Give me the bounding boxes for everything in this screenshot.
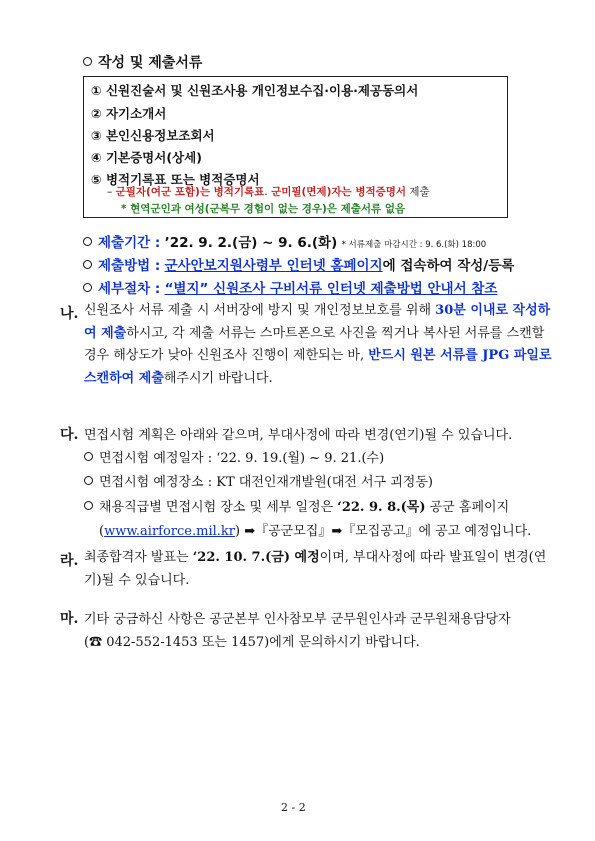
- item-marker-ra: 라.: [60, 553, 79, 569]
- box-item-2: ② 자기소개서: [91, 106, 167, 121]
- box-note: – 군필자(여군 포함)는 병적기록표. 군미필(면제)자는 병적증명서 제출: [107, 186, 430, 198]
- paragraph-ma-line1: 기타 궁금하신 사항은 공군본부 인사참모부 군무원인사과 군무원채용담당자: [84, 612, 511, 627]
- kdsc-homepage-link[interactable]: 군사안보지원사령부 인터넷 홈페이지: [164, 258, 383, 274]
- airforce-homepage-link[interactable]: www.airforce.mil.kr: [104, 524, 235, 539]
- interview-date: 면접시험 예정일자 : ‘22. 9. 19.(월) ~ 9. 21.(수): [84, 447, 384, 466]
- submit-period: 제출기간 : ’22. 9. 2.(금) ~ 9. 6.(화) * 서류제출 마감시간 : 9. 6.(화) 18:00: [83, 231, 486, 251]
- section-title: 작성 및 제출서류: [83, 52, 202, 72]
- paragraph-na: 신원조사 서류 제출 시 서버장에 방지 및 개인정보보호를 위해 30분 이내로 작성하여 제출하시고, 각 제출 서류는 스마트폰으로 사진을 찍거나 복사된 서류를 스캔할 경우 해상도가 낮아 신원조사 진행이 제한되는 바, 반드시 원본 서류를 JPG 파일로 스캔하여 제출해주시기 바랍니다.: [84, 303, 552, 386]
- circle-bullet-icon: [84, 476, 93, 485]
- interview-schedule-cont: (www.airforce.mil.kr) ➡『공군모집』➡『모집공고』에 공고 예정입니다.: [99, 524, 532, 539]
- box-item-3: ③ 본인신용정보조회서: [91, 128, 215, 143]
- interview-location: 면접시험 예정장소 : KT 대전인재개발원(대전 서구 괴정동): [84, 471, 433, 490]
- paragraph-ra: 최종합격자 발표는 ‘22. 10. 7.(금) 예정이며, 부대사정에 따라 발표일이 변경(연기)될 수 있습니다.: [84, 550, 547, 588]
- circle-bullet-icon: [83, 283, 92, 292]
- box-item-4: ④ 기본증명서(상세): [91, 150, 202, 165]
- item-marker-ma: 마.: [60, 611, 79, 627]
- paragraph-ma-line2: (☎ 042-552-1453 또는 1457)에게 문의하시기 바랍니다.: [84, 635, 420, 650]
- page-number: 2 - 2: [281, 801, 306, 814]
- item-marker-na: 나.: [60, 306, 79, 322]
- circle-bullet-icon: [84, 501, 93, 510]
- box-item-1: ① 신원진술서 및 신원조사용 개인정보수집·이용·제공동의서: [91, 83, 419, 98]
- interview-schedule: 채용직급별 면접시험 장소 및 세부 일정은 ‘22. 9. 8.(목) 공군 홈페이지: [84, 496, 509, 515]
- box-item-5: ⑤ 병적기록표 또는 병적증명서: [91, 172, 260, 187]
- paragraph-da-intro: 면접시험 계획은 아래와 같으며, 부대사정에 따라 변경(연기)될 수 있습니다.: [84, 428, 513, 443]
- circle-bullet-icon: [83, 57, 92, 66]
- item-marker-da: 다.: [60, 427, 79, 443]
- detailed-procedure: 세부절차 : “별지” 신원조사 구비서류 인터넷 제출방법 안내서 참조: [83, 277, 497, 297]
- circle-bullet-icon: [83, 237, 92, 246]
- box-note-exemption: * 현역군인과 여성(군복무 경험이 없는 경우)은 제출서류 없음: [121, 203, 406, 215]
- circle-bullet-icon: [83, 260, 92, 269]
- submit-method: 제출방법 : 군사안보지원사령부 인터넷 홈페이지에 접속하여 작성/등록: [83, 254, 514, 274]
- circle-bullet-icon: [84, 452, 93, 461]
